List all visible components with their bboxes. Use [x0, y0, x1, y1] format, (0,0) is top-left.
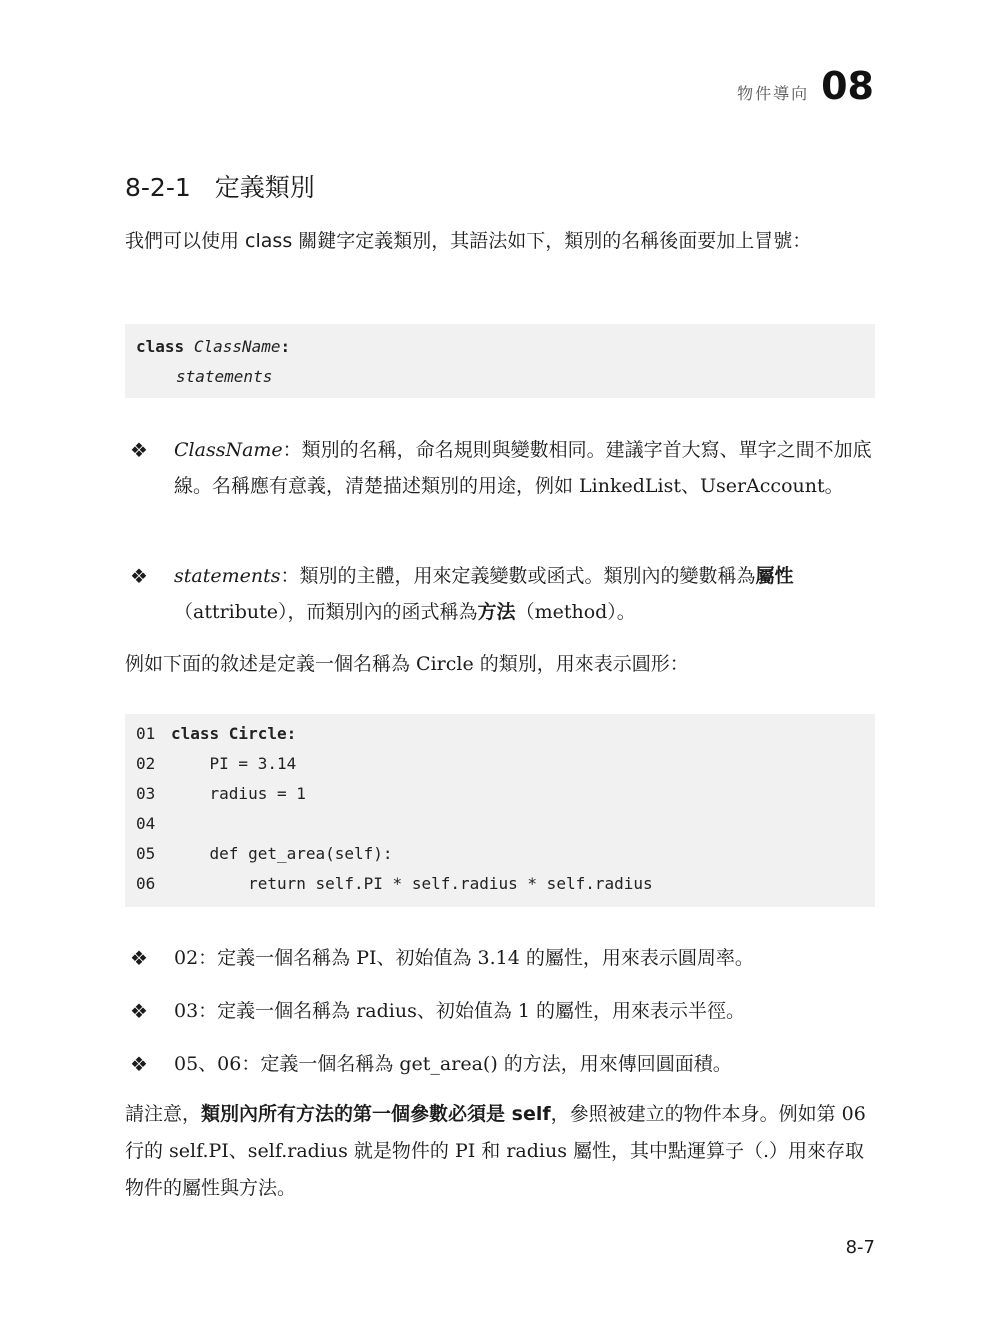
- intro-keyword: class: [245, 230, 293, 252]
- syntax-classname: ClassName: [193, 337, 281, 356]
- bullet-term: statements: [174, 565, 281, 587]
- intro-paragraph: [125, 224, 877, 259]
- bullet-text: （method）。: [515, 601, 636, 623]
- line-number: 03: [136, 784, 156, 803]
- code-line: [125, 749, 875, 779]
- line-number: 06: [136, 874, 156, 893]
- line-number: 05: [136, 844, 156, 863]
- code-line: [125, 839, 875, 869]
- bullet-text: ：類別的名稱，命名規則與變數相同。建議字首大寫、單字之間不加底線。名稱應有意義，清楚描述類別的用途，例如 LinkedList、UserAccount。: [174, 439, 872, 497]
- bullet-text: ：類別的主體，用來定義變數或函式。類別內的變數稱為: [280, 565, 756, 587]
- bullet-icon: ❖: [130, 946, 148, 970]
- bullet-bold-attribute: 屬性: [755, 565, 794, 587]
- bullet-icon: ❖: [130, 564, 148, 588]
- chapter-number: 08: [821, 64, 874, 108]
- bullet-line-02: [130, 940, 875, 976]
- code-text: return self.PI * self.radius * self.radius: [171, 874, 653, 893]
- closing-text-a: 請注意，: [125, 1103, 202, 1125]
- code-line: [125, 779, 875, 809]
- bullet-line-05-06: [130, 1046, 875, 1082]
- intro-text-b: 關鍵字定義類別，其語法如下，類別的名稱後面要加上冒號：: [292, 230, 812, 252]
- page-number: 8-7: [845, 1237, 875, 1258]
- closing-paragraph: [125, 1096, 877, 1207]
- syntax-body: statements: [176, 367, 273, 386]
- code-text: def get_area(self):: [171, 844, 393, 863]
- bullet-text: 02：定義一個名稱為 PI、初始值為 3.14 的屬性，用來表示圓周率。: [174, 947, 754, 969]
- code-line: [125, 719, 875, 749]
- section-number: 8-2-1: [125, 173, 191, 202]
- bullet-text: 03：定義一個名稱為 radius、初始值為 1 的屬性，用來表示半徑。: [174, 1000, 746, 1022]
- syntax-line-2: [125, 362, 875, 392]
- bullet-statements: [130, 558, 875, 630]
- syntax-colon: :: [280, 337, 291, 356]
- bullet-icon: ❖: [130, 999, 148, 1023]
- line-number: 01: [136, 724, 156, 743]
- line-number: 04: [136, 814, 156, 833]
- section-title: 定義類別: [214, 173, 315, 202]
- example-intro: 例如下面的敘述是定義一個名稱為 Circle 的類別，用來表示圓形：: [125, 653, 689, 675]
- running-header: [737, 64, 874, 108]
- bullet-line-03: [130, 993, 875, 1029]
- intro-text-a: 我們可以使用: [125, 230, 246, 252]
- bullet-icon: ❖: [130, 438, 148, 462]
- bullet-classname: [130, 432, 875, 504]
- code-text: class Circle:: [171, 724, 297, 743]
- bullet-text: （attribute），而類別內的函式稱為: [174, 601, 478, 623]
- code-line: [125, 869, 875, 899]
- bullet-icon: ❖: [130, 1052, 148, 1076]
- code-text: PI = 3.14: [171, 754, 297, 773]
- bullet-term: ClassName: [174, 439, 283, 461]
- code-block: [125, 714, 875, 907]
- closing-bold: 類別內所有方法的第一個參數必須是 self: [201, 1103, 551, 1125]
- section-heading: [125, 168, 315, 204]
- bullet-bold-method: 方法: [477, 601, 516, 623]
- code-text: radius = 1: [171, 784, 306, 803]
- chapter-title: 物件導向: [737, 84, 810, 103]
- code-line: [125, 809, 875, 839]
- syntax-line-1: [125, 332, 875, 362]
- closing-text-b: ，參照被建立的物件本身。例如第 06 行的 self.PI、self.radius 就是物件的 PI 和 radius 屬性，其中點運算子（.）用來存取物件的屬性與方法。: [125, 1103, 866, 1199]
- bullet-text: 05、06：定義一個名稱為 get_area() 的方法，用來傳回圓面積。: [174, 1053, 732, 1075]
- line-number: 02: [136, 754, 156, 773]
- syntax-keyword: class: [136, 337, 185, 356]
- syntax-block: [125, 324, 875, 398]
